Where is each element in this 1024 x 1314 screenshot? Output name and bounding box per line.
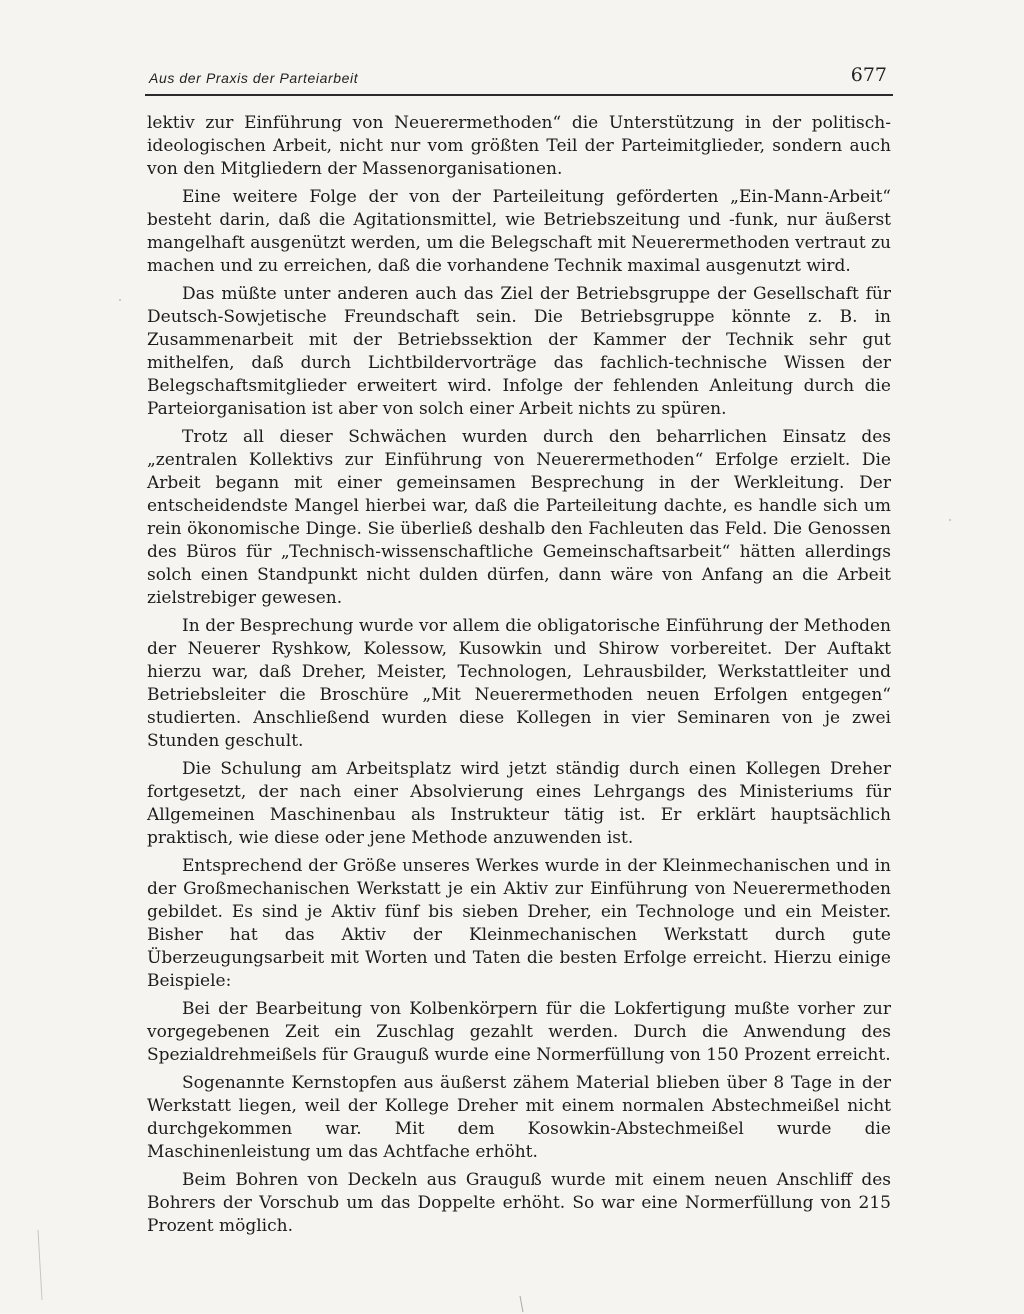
paragraph: Bei der Bearbeitung von Kolbenkörpern für die Lokfertigung mußte vorher zur vorgegebenen Zeit ein Zuschlag gezahlt werden. Durch die Anwendung des Spezialdrehmeißels für Grauguß wurde eine Normerfüllung von 150 Prozent erreicht.	[147, 999, 891, 1065]
paragraph: Sogenannte Kernstopfen aus äußerst zähem Material blieben über 8 Tage in der Werkstatt liegen, weil der Kollege Dreher mit einem normalen Abstechmeißel nicht durchgekommen war. Mit dem Kosowkin-Abstechmeißel wurde die Maschinenleistung um das Achtfache erhöht.	[147, 1073, 891, 1162]
paragraph: Die Schulung am Arbeitsplatz wird jetzt ständig durch einen Kollegen Dreher fortgesetzt, der nach einer Absolvierung eines Lehrgangs des Ministeriums für Allgemeinen Maschinenbau als Instrukteur tätig ist. Er erklärt hauptsächlich praktisch, wie diese oder jene Methode anzuwenden ist.	[147, 759, 891, 848]
running-head: Aus der Praxis der Parteiarbeit	[149, 70, 359, 86]
paragraph: Entsprechend der Größe unseres Werkes wurde in der Kleinmechanischen und in der Großmechanischen Werkstatt je ein Aktiv zur Einführung von Neuerermethoden gebildet. Es sind je Aktiv fünf bis sieben Dreher, ein Technologe und ein Meister. Bisher hat das Aktiv der Kleinmechanischen Werkstatt durch gute Überzeugungsarbeit mit Worten und Taten die besten Erfolge erreicht. Hierzu einige Beispiele:	[147, 856, 891, 991]
paragraph: Beim Bohren von Deckeln aus Grauguß wurde mit einem neuen Anschliff des Bohrers der Vorschub um das Doppelte erhöht. So war eine Normerfüllung von 215 Prozent möglich.	[147, 1170, 891, 1236]
paragraph: In der Besprechung wurde vor allem die obligatorische Einführung der Methoden der Neuerer Ryshkow, Kolessow, Kusowkin und Shirow vorbereitet. Der Auftakt hierzu war, daß Dreher, Meister, Technologen, Lehrausbilder, Werkstattleiter und Betriebsleiter die Broschüre „Mit Neuerermethoden neuen Erfolgen entgegen“ studierten. Anschließend wurden diese Kollegen in vier Seminaren von je zwei Stunden geschult.	[147, 616, 891, 751]
paragraph: Trotz all dieser Schwächen wurden durch den beharrlichen Einsatz des „zentralen Kollektivs zur Einführung von Neuerermethoden“ Erfolge erzielt. Die Arbeit begann mit einer gemeinsamen Besprechung in der Werkleitung. Der entscheidendste Mangel hierbei war, daß die Parteileitung dachte, es handle sich um rein ökonomische Dinge. Sie überließ deshalb den Fachleuten das Feld. Die Genossen des Büros für „Technisch-wissenschaftliche Gemeinschaftsarbeit“ hätten allerdings solch einen Standpunkt nicht dulden dürfen, dann wäre von Anfang an die Arbeit zielstrebiger gewesen.	[147, 427, 891, 608]
paragraph: Das müßte unter anderen auch das Ziel der Betriebsgruppe der Gesellschaft für Deutsch-Sowjetische Freundschaft sein. Die Betriebsgruppe könnte z. B. in Zusammenarbeit mit der Betriebssektion der Kammer der Technik sehr gut mithelfen, daß durch Lichtbildervorträge das fachlich-technische Wissen der Belegschaftsmitglieder erweitert wird. Infolge der fehlenden Anleitung durch die Parteiorganisation ist aber von solch einer Arbeit nichts zu spüren.	[147, 284, 891, 419]
page-header	[145, 64, 893, 92]
header-rule	[145, 94, 893, 96]
article-body	[147, 112, 891, 1243]
page-number: 677	[850, 64, 887, 86]
paragraph: lektiv zur Einführung von Neuerermethoden“ die Unterstützung in der politisch-ideologischen Arbeit, nicht nur vom größten Teil der Parteimitglieder, sondern auch von den Mitgliedern der Massenorganisationen.	[147, 113, 891, 179]
paragraph: Eine weitere Folge der von der Parteileitung geförderten „Ein-Mann-Arbeit“ besteht darin, daß die Agitationsmittel, wie Betriebszeitung und -funk, nur äußerst mangelhaft ausgenützt werden, um die Belegschaft mit Neuerermethoden vertraut zu machen und zu erreichen, daß die vorhandene Technik maximal ausgenutzt wird.	[147, 187, 891, 276]
